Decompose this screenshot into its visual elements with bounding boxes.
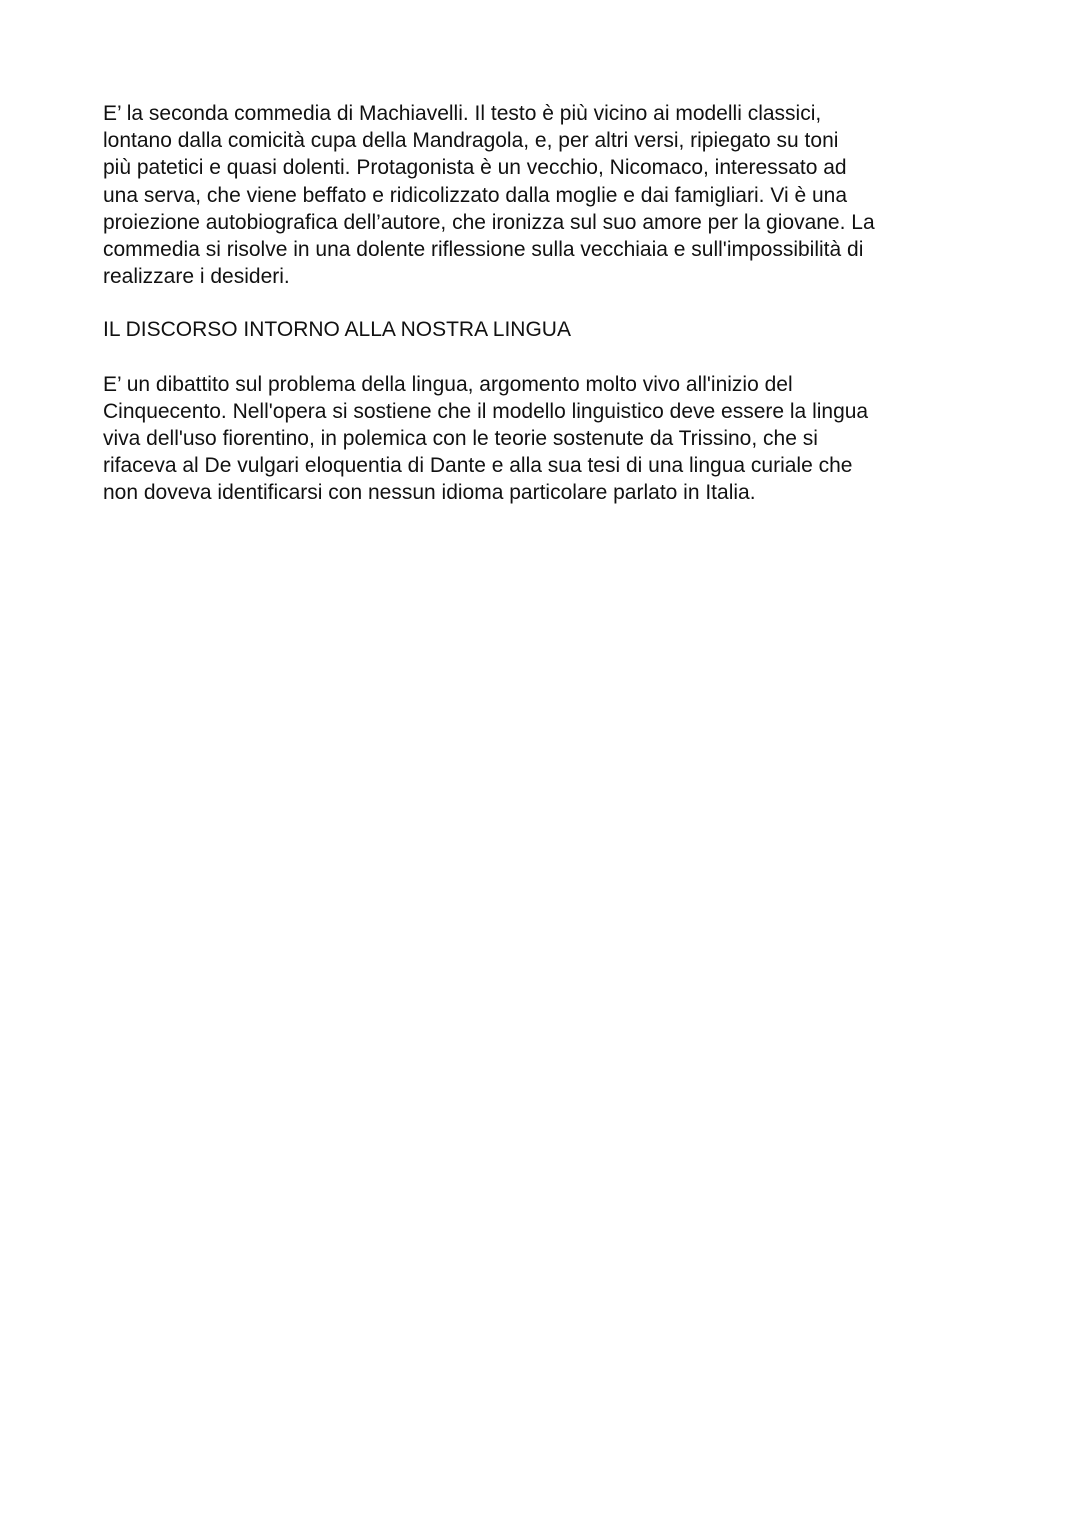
- paragraph-discorso: E’ un dibattito sul problema della lingua, argomento molto vivo all'inizio del Cinquecento. Nell'opera si sostiene che il modello linguistico deve essere la lingua viva dell'uso fiorentino, in polemica con le teorie sostenute da Trissino, che si rifaceva al De vulgari eloquentia di Dante e alla sua tesi di una lingua curiale che non doveva identificarsi con nessun idioma particolare parlato in Italia.: [103, 372, 869, 505]
- section-heading: IL DISCORSO INTORNO ALLA NOSTRA LINGUA: [103, 318, 571, 342]
- document-body: [103, 100, 993, 507]
- paragraph-commedia: E’ la seconda commedia di Machiavelli. Il testo è più vicino ai modelli classici, lontano dalla comicità cupa della Mandragola, e, per altri versi, ripiegato su toni più patetici e quasi dolenti. Protagonista è un vecchio, Nicomaco, interessato ad una serva, che viene beffato e ridicolizzato dalla moglie e dai famigliari. Vi è una proiezione autobiografica dell’autore, che ironizza sul suo amore per la giovane. La commedia si risolve in una dolente riflessione sulla vecchiaia e sull'impossibilità di realizzare i desideri.: [103, 102, 875, 289]
